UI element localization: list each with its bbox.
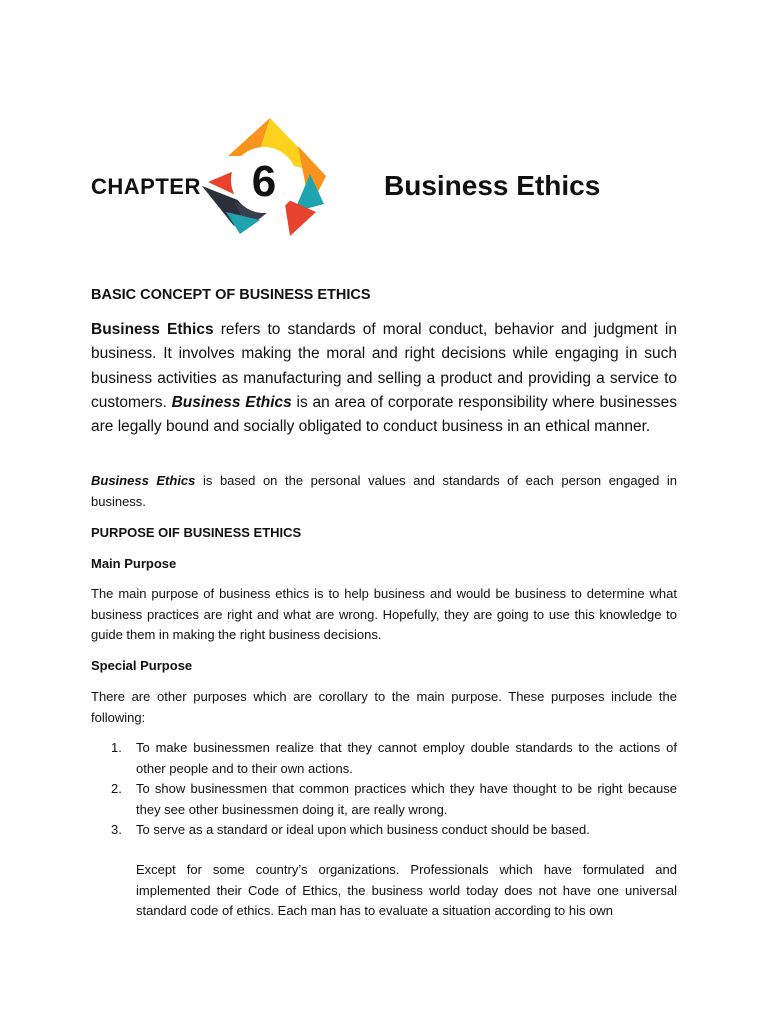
list-item: [111, 820, 677, 841]
chapter-label: CHAPTER: [91, 174, 201, 199]
purpose-list: [91, 738, 677, 841]
list-item-text: To serve as a standard or ideal upon which business conduct should be based.: [136, 822, 590, 837]
intro-term: Business Ethics: [91, 321, 214, 338]
list-item: [111, 779, 677, 820]
chapter-number-badge: [198, 116, 328, 240]
special-purpose-text: There are other purposes which are corollary to the main purpose. These purposes include the following:: [91, 689, 677, 725]
intro-text-1: refers to standards of moral conduct, behavior and judgment in business. It involves making the moral and right decisions while engaging in such business activities as manufacturing and selling a product and providing a service to customers.: [91, 321, 677, 411]
intro-text-2: is an area of corporate responsibility where businesses are legally bound and socially obligated to conduct business in an ethical manner.: [91, 393, 677, 436]
list-item-number: 1.: [111, 740, 122, 755]
chapter-title: Business Ethics: [384, 170, 601, 201]
special-purpose-heading: Special Purpose: [91, 658, 193, 673]
intro-paragraph: [91, 318, 677, 439]
para-text: is based on the personal values and standards of each person engaged in business.: [91, 473, 677, 509]
intro-term-2: Business Ethics: [171, 393, 292, 411]
main-purpose-heading: Main Purpose: [91, 556, 177, 571]
section-heading-purpose: PURPOSE OIF BUSINESS ETHICS: [91, 525, 302, 540]
section-heading-basic-concept: BASIC CONCEPT OF BUSINESS ETHICS: [91, 287, 371, 303]
list-item-number: 3.: [111, 822, 122, 837]
closing-paragraph: Except for some country’s organizations. Professionals which have formulated and implemented their Code of Ethics, the business world today does not have one universal standard code of ethics. Each man has to evaluate a situation according to his own: [136, 862, 677, 918]
based-on-paragraph: [91, 471, 677, 512]
list-item-text: To make businessmen realize that they cannot employ double standards to the actions of other people and to their own actions.: [136, 740, 677, 776]
para-term: Business Ethics: [91, 473, 196, 488]
chapter-number: 6: [251, 157, 277, 206]
list-item-text: To show businessmen that common practices which they have thought to be right because they see other businessmen doing it, are really wrong.: [136, 781, 677, 817]
list-item: [111, 738, 677, 779]
list-item-number: 2.: [111, 781, 122, 796]
main-purpose-text: The main purpose of business ethics is to help business and would be business to determine what business practices are right and what are wrong. Hopefully, they are going to use this knowledge to guide them in making the right business decisions.: [91, 586, 677, 642]
